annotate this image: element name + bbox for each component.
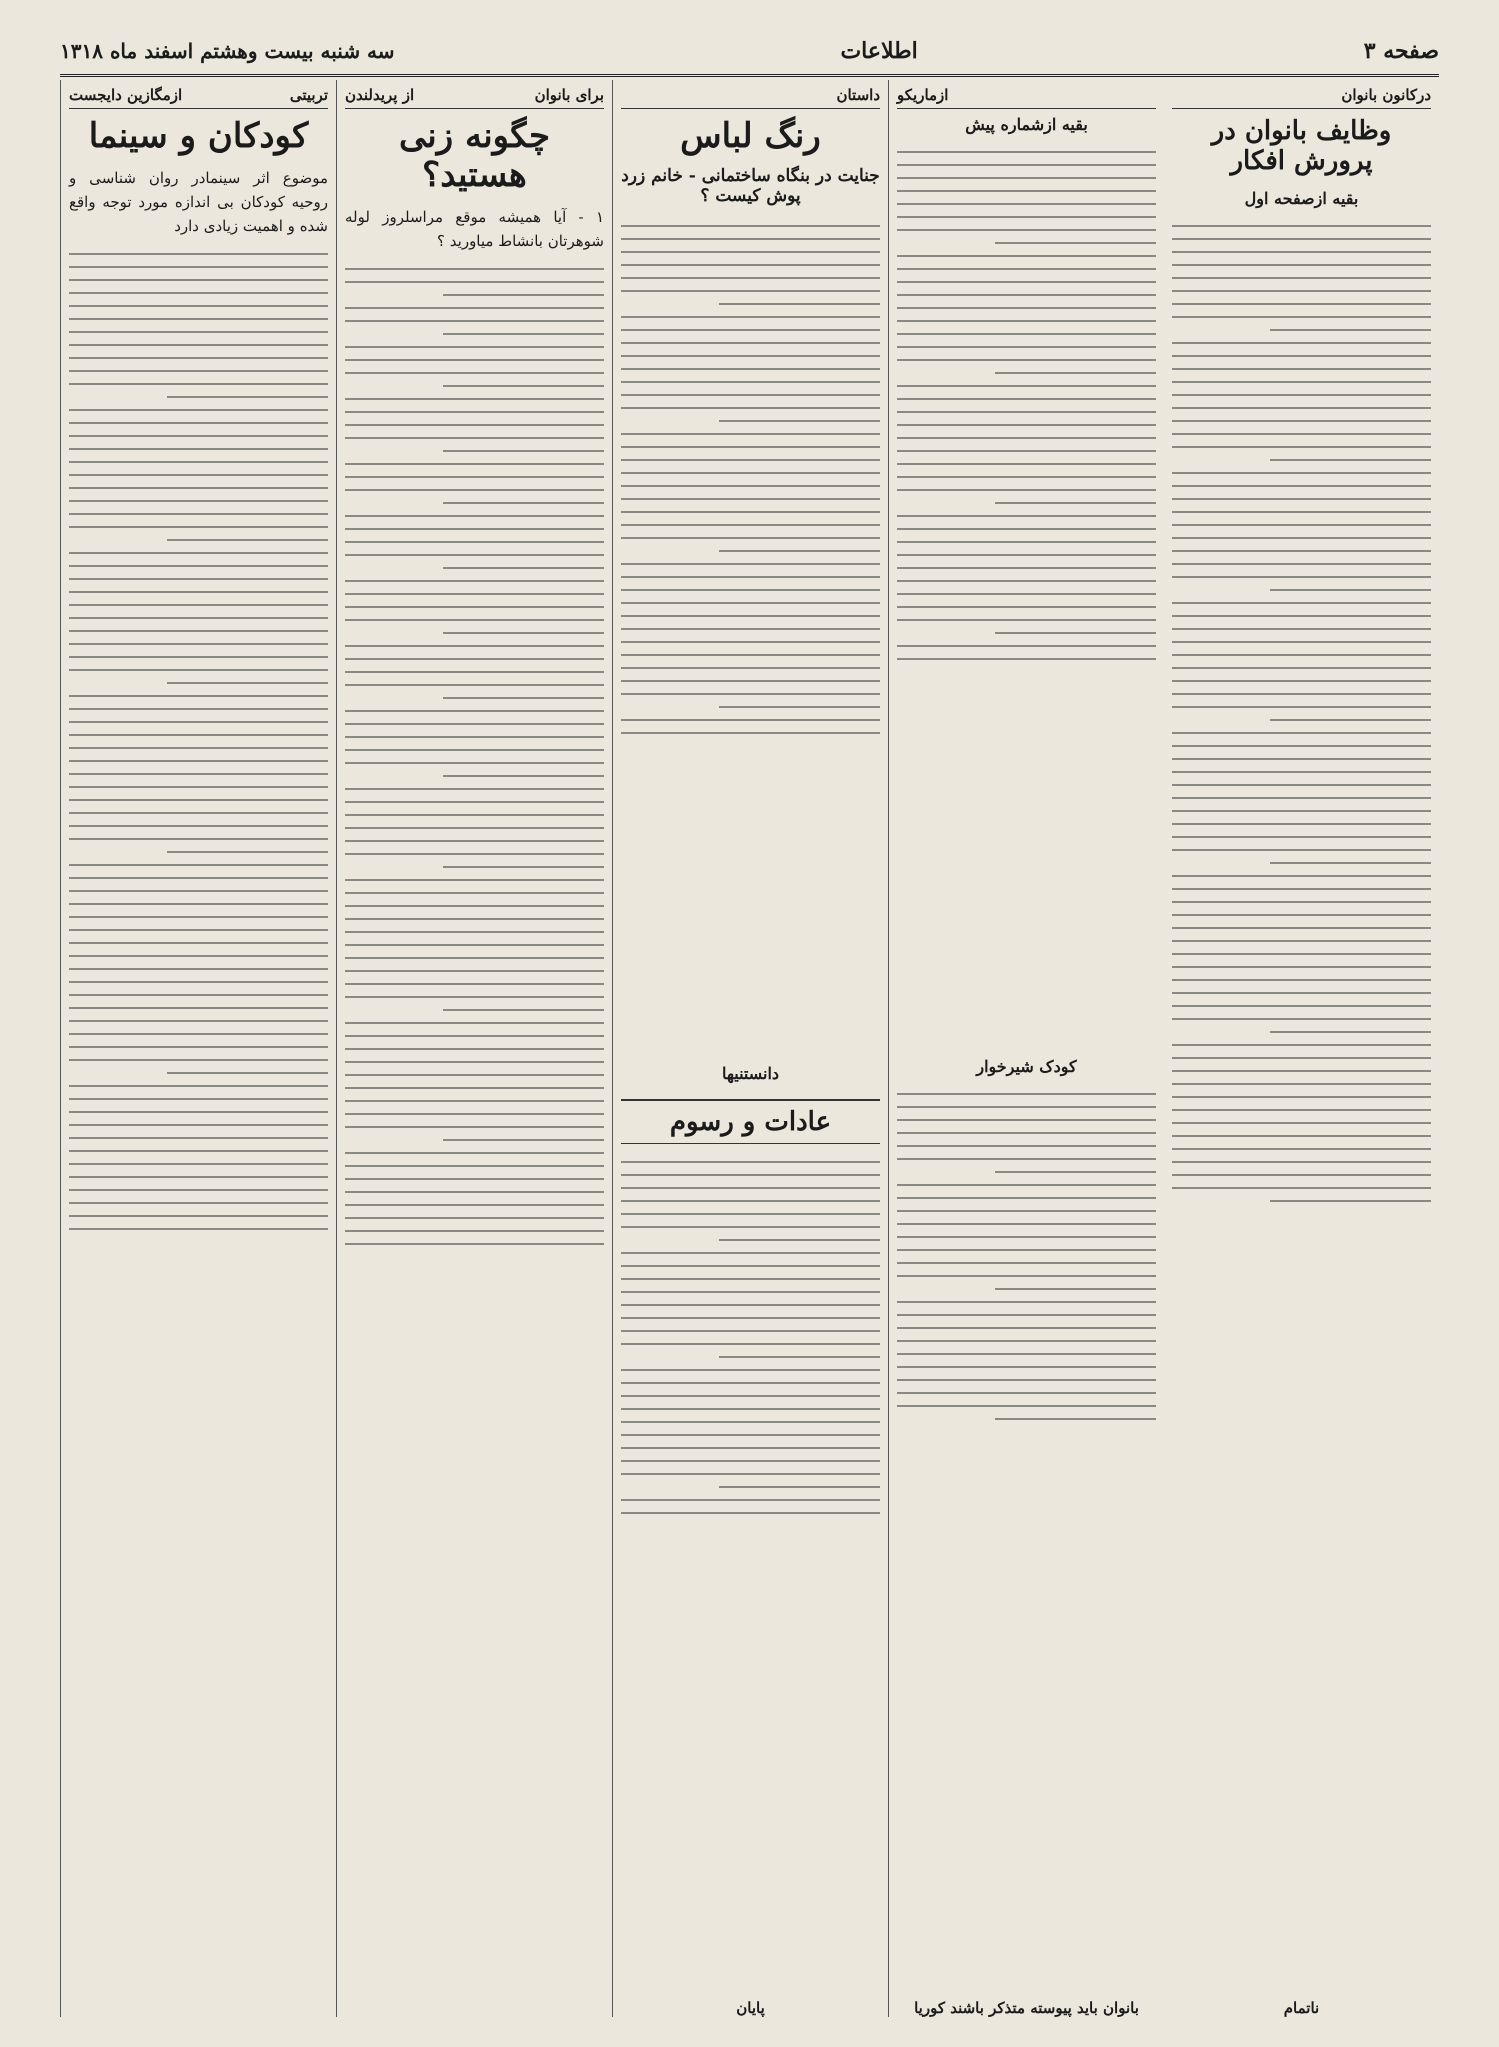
column-womens-duties bbox=[1164, 80, 1439, 2017]
article-headline: رنگ لباس bbox=[680, 116, 821, 156]
kicker-source: ازماریکو bbox=[897, 86, 949, 104]
column-story bbox=[612, 80, 888, 2017]
column-kicker bbox=[897, 80, 1156, 109]
kicker-source: ازمگازین دایجست bbox=[69, 86, 183, 104]
column-kicker bbox=[345, 80, 604, 109]
column-kicker bbox=[621, 80, 880, 109]
article-lead: موضوع اثر سینمادر روان شناسی و روحیه کودکان بی اندازه مورد توجه واقع شده و اهمیت زیادی دارد bbox=[69, 169, 328, 236]
column-kicker bbox=[69, 80, 328, 109]
article-subtitle: جنایت در بنگاه ساختمانی - خانم زرد پوش کیست ؟ bbox=[621, 166, 880, 207]
article-headline: وظایف بانوان در پرورش افکار bbox=[1211, 116, 1392, 176]
kicker-category: داستان bbox=[836, 86, 880, 104]
section-body bbox=[621, 1150, 880, 1993]
article-grid bbox=[60, 80, 1439, 2017]
issue-date: سه شنبه بیست وهشتم اسفند ماه ۱۳۱۸ bbox=[60, 39, 395, 63]
kicker-category: تربیتی bbox=[289, 86, 328, 104]
article-headline: کودکان و سینما bbox=[88, 116, 309, 156]
column-footer: بانوان باید پیوسته متذکر باشند کوریا bbox=[914, 1999, 1139, 2017]
article-lead: ۱ - آیا همیشه موقع مراسلروز لوله شوهرتان بانشاط میاورید ؟ bbox=[345, 208, 604, 251]
article-body bbox=[897, 140, 1156, 1051]
continuation-label: بقیه ازشماره پیش bbox=[965, 115, 1088, 134]
kicker-source: از پریدلندن bbox=[345, 86, 415, 104]
to-be-continued: ناتمام bbox=[1283, 1999, 1320, 2017]
column-women-quiz bbox=[336, 80, 612, 2017]
article-body bbox=[621, 214, 880, 1057]
kicker-category: برای بانوان bbox=[534, 86, 604, 104]
section-heading: کودک شیرخوار bbox=[976, 1057, 1077, 1076]
article-headline: چگونه زنی هستید؟ bbox=[398, 116, 551, 196]
section-title: عادات و رسوم bbox=[621, 1099, 880, 1144]
kicker-category: درکانون بانوان bbox=[1341, 86, 1431, 104]
story-end: پایان bbox=[736, 1999, 765, 2017]
page-header bbox=[60, 28, 1439, 77]
article-body bbox=[345, 257, 604, 2017]
section-body bbox=[897, 1082, 1156, 1993]
article-body bbox=[1172, 214, 1431, 1993]
section-kicker: دانستنیها bbox=[721, 1063, 780, 1083]
column-continuation bbox=[888, 80, 1164, 2017]
page-number: صفحه ۳ bbox=[1363, 38, 1439, 64]
continuation-label: بقیه ازصفحه اول bbox=[1244, 188, 1359, 208]
column-children-cinema bbox=[60, 80, 336, 2017]
article-body bbox=[69, 242, 328, 2017]
paper-name: اطلاعات bbox=[840, 38, 918, 64]
column-kicker bbox=[1172, 80, 1431, 109]
